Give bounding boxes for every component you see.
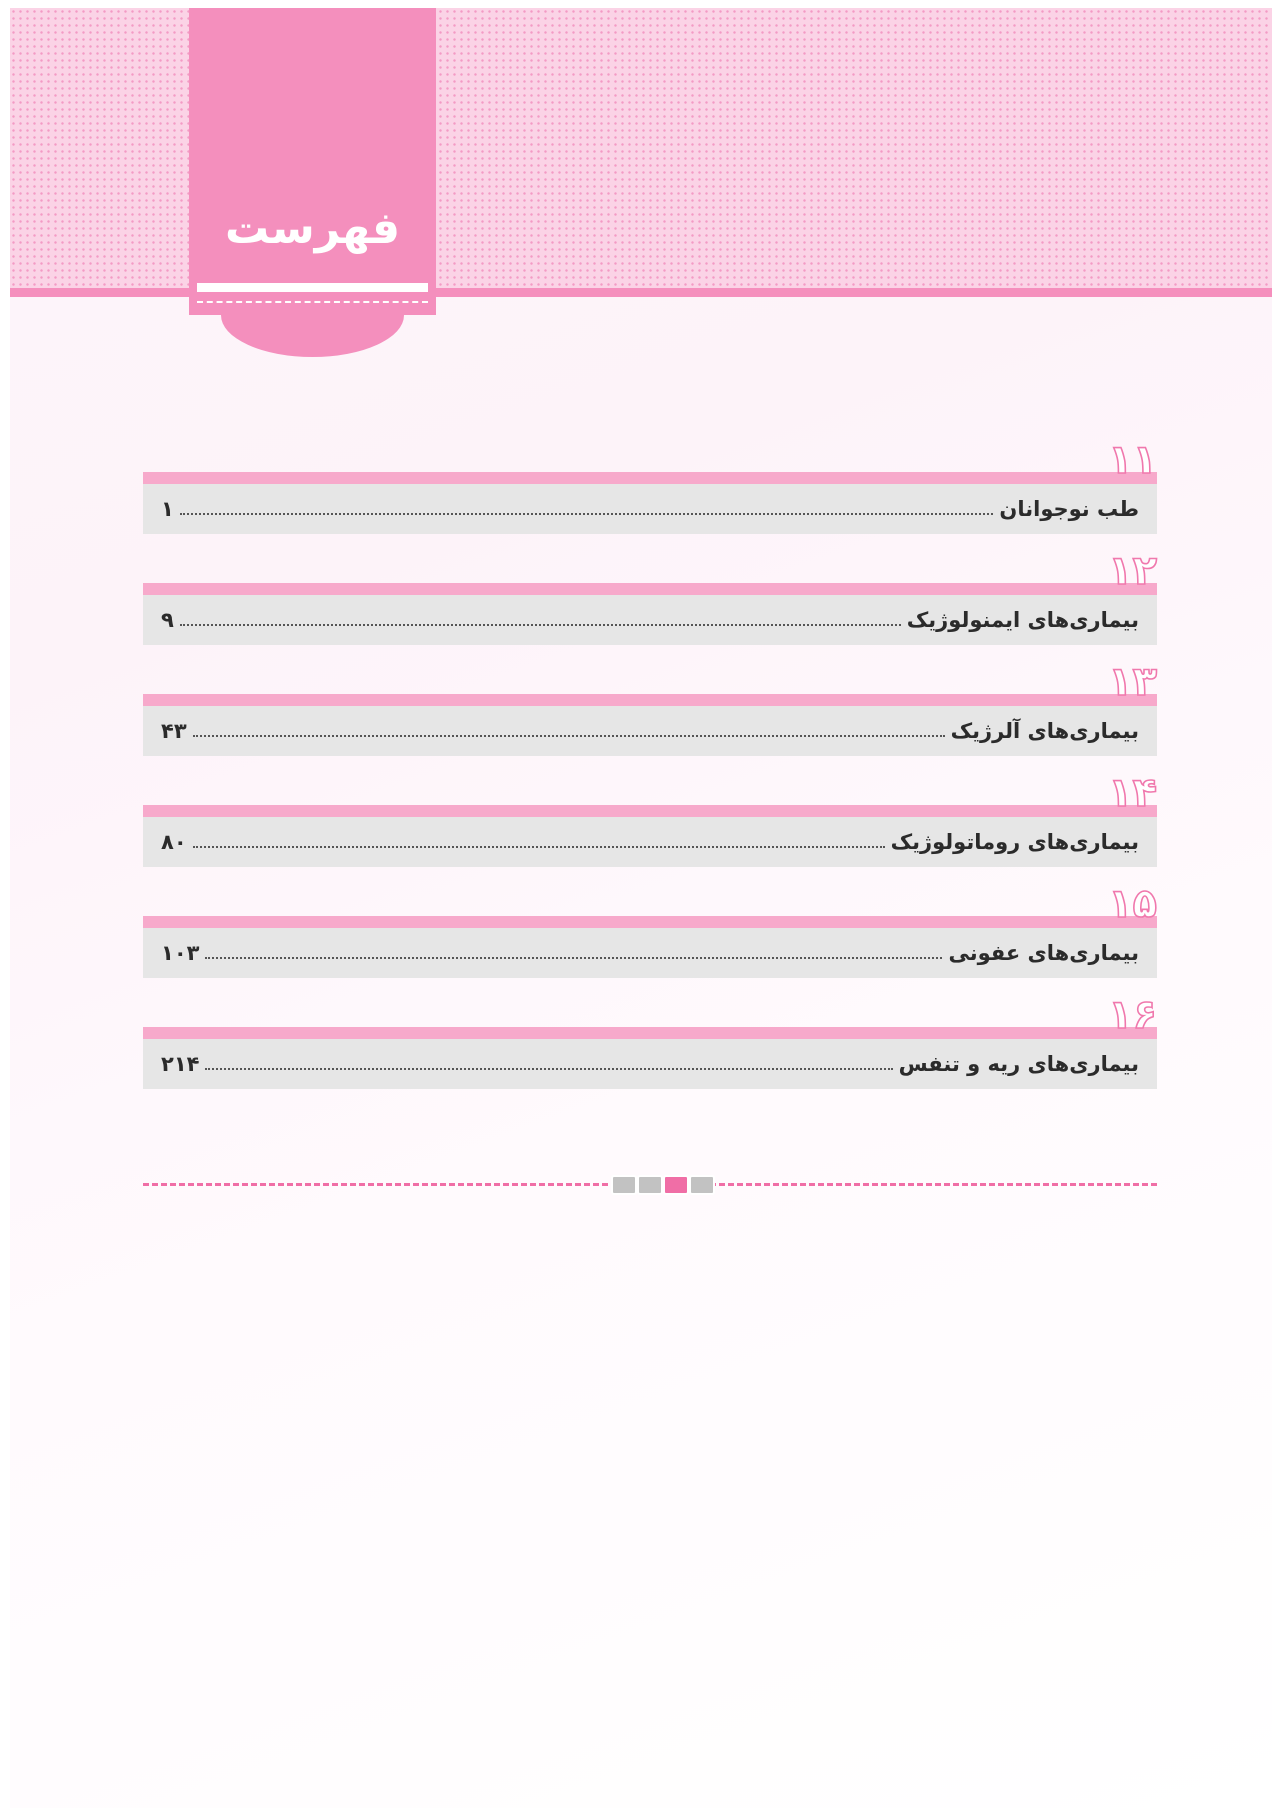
entry-title: بیماری‌های روماتولوژیک (890, 830, 1139, 854)
footer-square-active (663, 1175, 689, 1195)
table-of-contents (143, 438, 1157, 1104)
section-bar (143, 1027, 1157, 1039)
section-bar (143, 805, 1157, 817)
title-tab-semicircle (221, 315, 404, 357)
section-number: ۱۱ (1108, 437, 1157, 483)
footer-square (611, 1175, 637, 1195)
dot-leader (180, 513, 994, 515)
dot-leader (193, 735, 945, 737)
document-page (10, 8, 1272, 1808)
page-title: فهرست (224, 203, 401, 254)
section-bar (143, 916, 1157, 928)
toc-section (143, 660, 1157, 771)
dot-leader (193, 846, 885, 848)
toc-entry[interactable] (143, 484, 1157, 534)
dot-leader (205, 1068, 892, 1070)
entry-title: بیماری‌های ریه و تنفس (898, 1052, 1139, 1076)
toc-entry[interactable] (143, 928, 1157, 978)
title-dashed-line (197, 301, 428, 303)
dot-leader (205, 957, 942, 959)
entry-title: بیماری‌های عفونی (948, 941, 1139, 965)
entry-page-number: ۹ (161, 608, 174, 632)
entry-page-number: ۱ (161, 497, 174, 521)
section-bar (143, 694, 1157, 706)
entry-page-number: ۴۳ (161, 719, 187, 743)
toc-entry[interactable] (143, 595, 1157, 645)
entry-page-number: ۲۱۴ (161, 1052, 200, 1076)
section-bar (143, 472, 1157, 484)
toc-section (143, 771, 1157, 882)
section-number: ۱۶ (1108, 992, 1157, 1038)
toc-section (143, 438, 1157, 549)
entry-page-number: ۸۰ (161, 830, 187, 854)
toc-section (143, 549, 1157, 660)
entry-title: طب نوجوانان (999, 497, 1139, 521)
toc-entry[interactable] (143, 706, 1157, 756)
section-number: ۱۳ (1108, 659, 1157, 705)
toc-section (143, 993, 1157, 1104)
section-number: ۱۴ (1108, 770, 1157, 816)
section-number: ۱۵ (1108, 881, 1157, 927)
footer-square (637, 1175, 663, 1195)
toc-entry[interactable] (143, 1039, 1157, 1089)
title-tab (189, 8, 436, 315)
footer-square (689, 1175, 715, 1195)
toc-entry[interactable] (143, 817, 1157, 867)
dot-leader (180, 624, 901, 626)
entry-title: بیماری‌های آلرژیک (950, 719, 1139, 743)
entry-title: بیماری‌های ایمنولوژیک (906, 608, 1139, 632)
section-number: ۱۲ (1108, 548, 1157, 594)
toc-section (143, 882, 1157, 993)
footer-decoration (143, 1174, 1157, 1194)
entry-page-number: ۱۰۳ (161, 941, 200, 965)
title-underline (197, 283, 428, 292)
section-bar (143, 583, 1157, 595)
